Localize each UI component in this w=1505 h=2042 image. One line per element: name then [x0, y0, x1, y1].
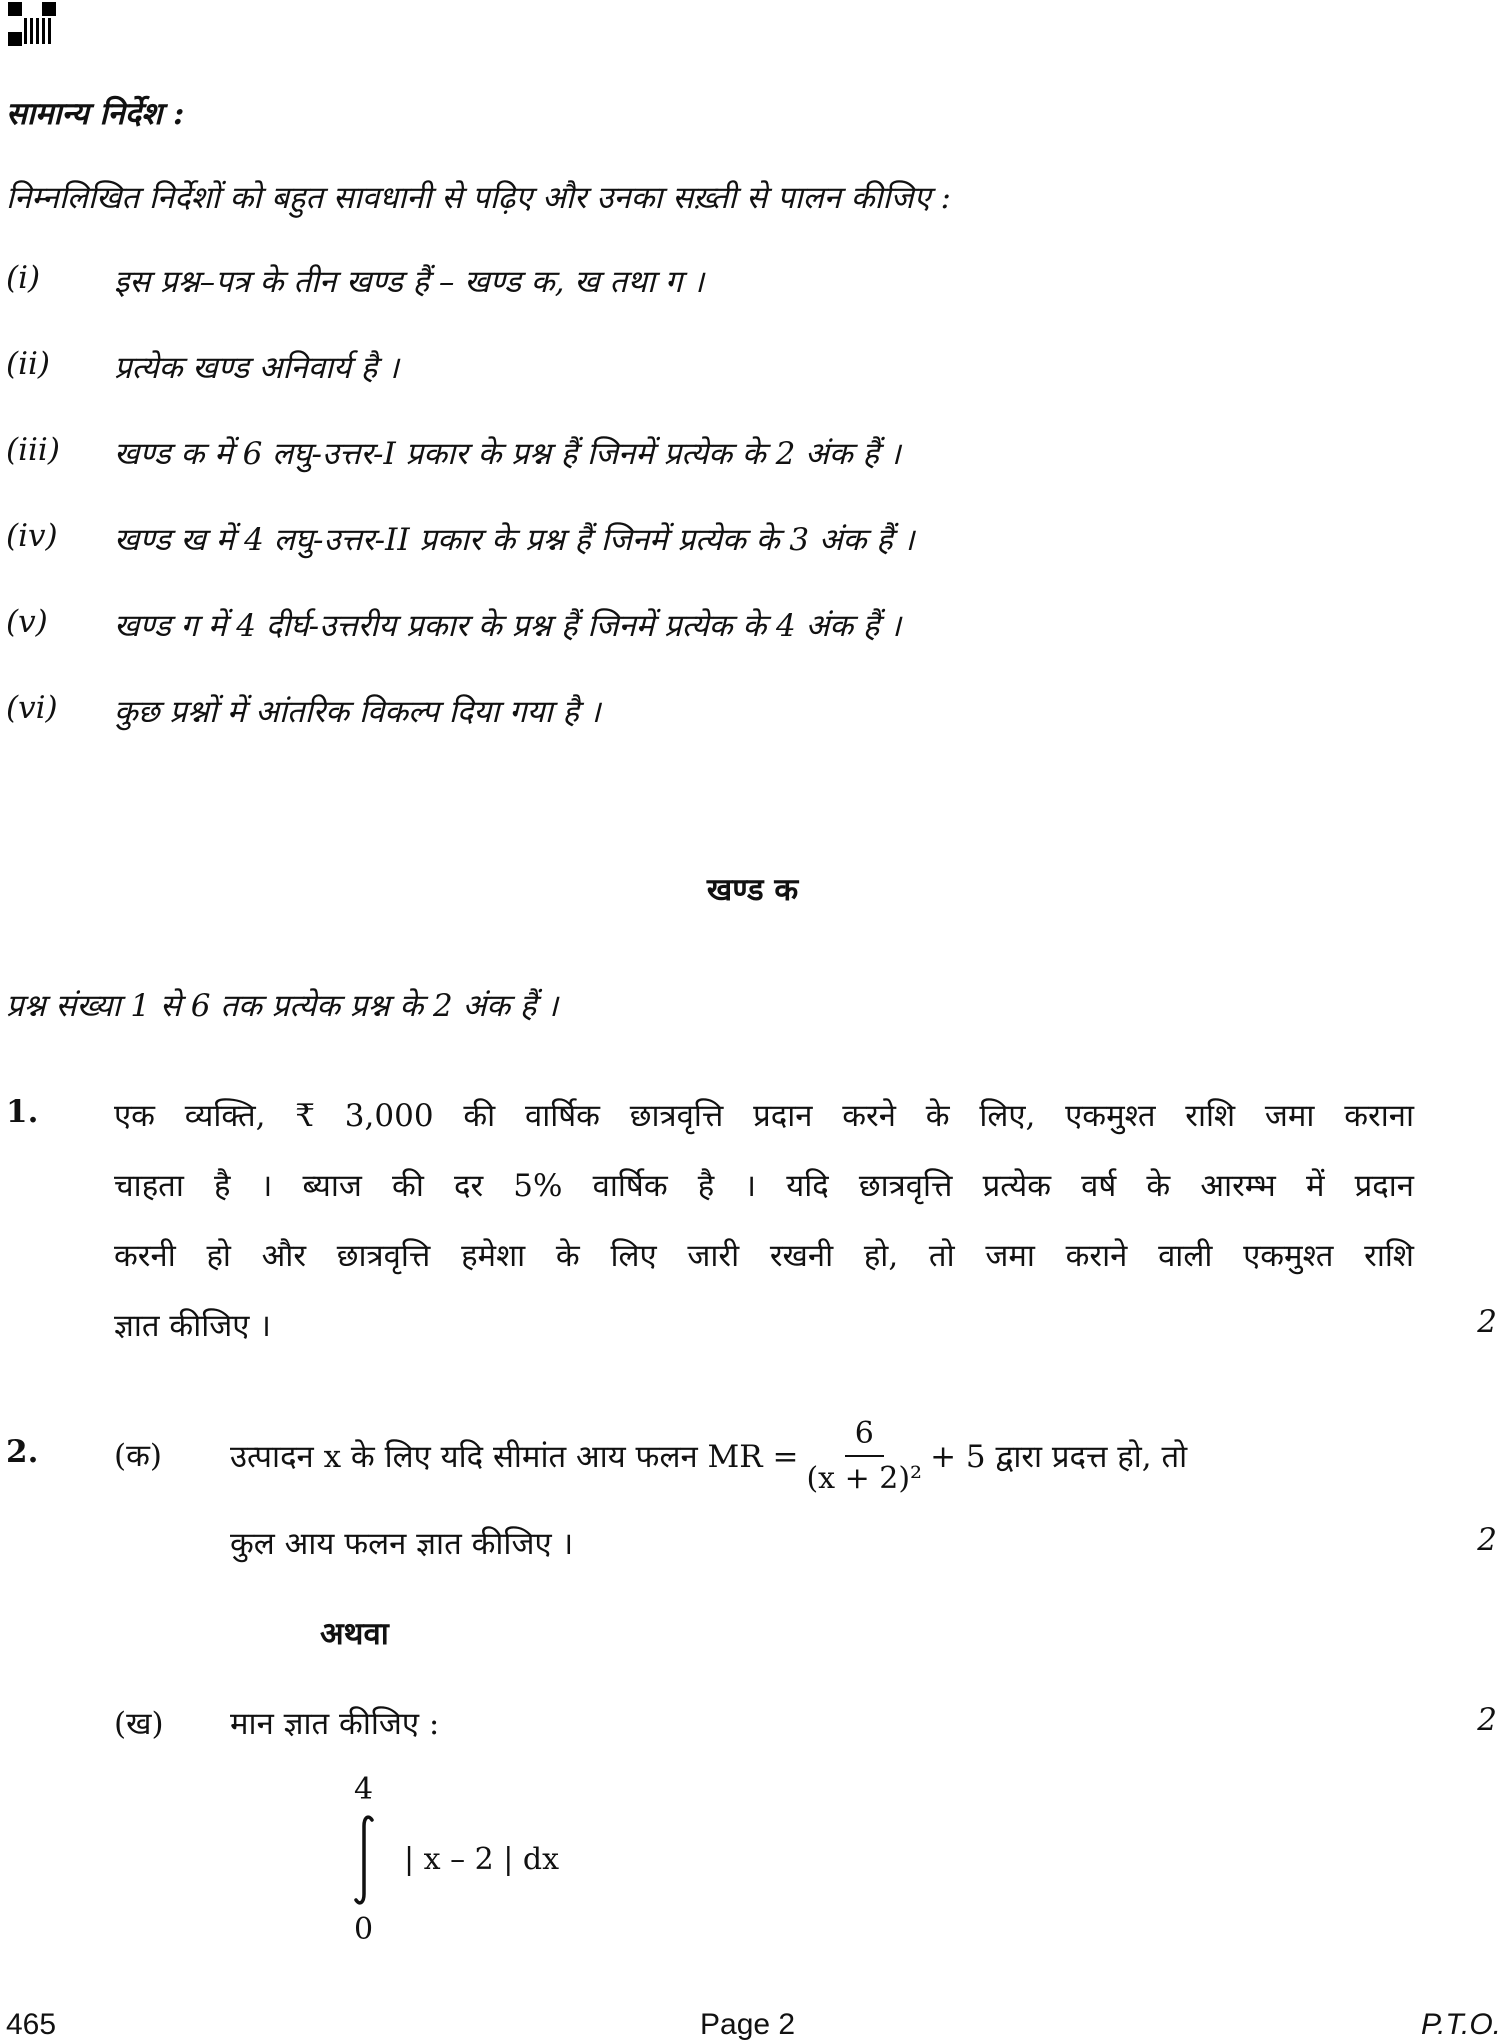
- question-number: 2.: [6, 1434, 39, 1470]
- instruction-text: खण्ड ख में 4 लघु-उत्तर-II प्रकार के प्रश्न हैं जिनमें प्रत्येक के 3 अंक हैं ।: [114, 522, 915, 558]
- subpart-label-b: (ख): [114, 1706, 164, 1742]
- subpart-a-line2: कुल आय फलन ज्ञात कीजिए ।: [230, 1526, 574, 1562]
- question-line: चाहता है । ब्याज की दर 5% वार्षिक है । यदि छात्रवृत्ति प्रत्येक वर्ष के आरम्भ में प्रदान: [114, 1168, 1414, 1204]
- subpart-b-text: मान ज्ञात कीजिए :: [230, 1706, 440, 1742]
- footer-page: Page 2: [700, 2008, 796, 2041]
- question-number: 1.: [6, 1094, 39, 1130]
- footer-code: 465: [6, 2008, 57, 2041]
- integral-upper-limit: 4: [354, 1772, 374, 1807]
- integrand: | x – 2 | dx: [404, 1842, 560, 1877]
- instruction-num: (iv): [6, 518, 58, 554]
- general-instructions-intro: निम्नलिखित निर्देशों को बहुत सावधानी से पढ़िए और उनका सख़्ती से पालन कीजिए :: [6, 180, 951, 216]
- section-note: प्रश्न संख्या 1 से 6 तक प्रत्येक प्रश्न के 2 अंक हैं ।: [6, 988, 558, 1024]
- section-title: खण्ड क: [706, 872, 799, 908]
- integral-lower-limit: 0: [354, 1912, 374, 1947]
- question-line: एक व्यक्ति, ₹ 3,000 की वार्षिक छात्रवृत्ति प्रदान करने के लिए, एकमुश्त राशि जमा कराना: [114, 1098, 1414, 1134]
- integral-sign-icon: [352, 1814, 376, 1906]
- instruction-text: कुछ प्रश्नों में आंतरिक विकल्प दिया गया है ।: [114, 694, 601, 730]
- integral-expression: [340, 1772, 640, 1952]
- instruction-num: (v): [6, 604, 48, 640]
- qr-code: [8, 2, 56, 46]
- marks: 2: [1477, 1522, 1497, 1558]
- fraction-numerator: 6: [845, 1416, 884, 1457]
- general-instructions-title: सामान्य निर्देश :: [6, 96, 185, 132]
- fraction-denominator: (x + 2)²: [806, 1461, 923, 1496]
- footer-pto: P.T.O.: [1420, 2008, 1501, 2041]
- instruction-text: प्रत्येक खण्ड अनिवार्य है ।: [114, 350, 399, 386]
- instruction-num: (vi): [6, 690, 58, 726]
- marks: 2: [1477, 1304, 1497, 1340]
- or-label: अथवा: [320, 1616, 389, 1652]
- instruction-num: (iii): [6, 432, 60, 468]
- subpart-label-a: (क): [114, 1438, 162, 1474]
- text-before: उत्पादन x के लिए यदि सीमांत आय फलन MR =: [230, 1439, 799, 1475]
- question-line: ज्ञात कीजिए ।: [114, 1308, 272, 1344]
- text-after: + 5 द्वारा प्रदत्त हो, तो: [930, 1439, 1188, 1475]
- subpart-a-text: [230, 1406, 1187, 1506]
- question-line: करनी हो और छात्रवृत्ति हमेशा के लिए जारी रखनी हो, तो जमा कराने वाली एकमुश्त राशि: [114, 1238, 1414, 1274]
- instruction-num: (i): [6, 260, 41, 296]
- instruction-text: इस प्रश्न–पत्र के तीन खण्ड हैं – खण्ड क, ख तथा ग ।: [114, 264, 704, 300]
- instruction-text: खण्ड क में 6 लघु-उत्तर-I प्रकार के प्रश्न हैं जिनमें प्रत्येक के 2 अंक हैं ।: [114, 436, 901, 472]
- fraction: [806, 1416, 922, 1496]
- instruction-text: खण्ड ग में 4 दीर्घ-उत्तरीय प्रकार के प्रश्न हैं जिनमें प्रत्येक के 4 अंक हैं ।: [114, 608, 901, 644]
- instruction-num: (ii): [6, 346, 51, 382]
- marks: 2: [1477, 1702, 1497, 1738]
